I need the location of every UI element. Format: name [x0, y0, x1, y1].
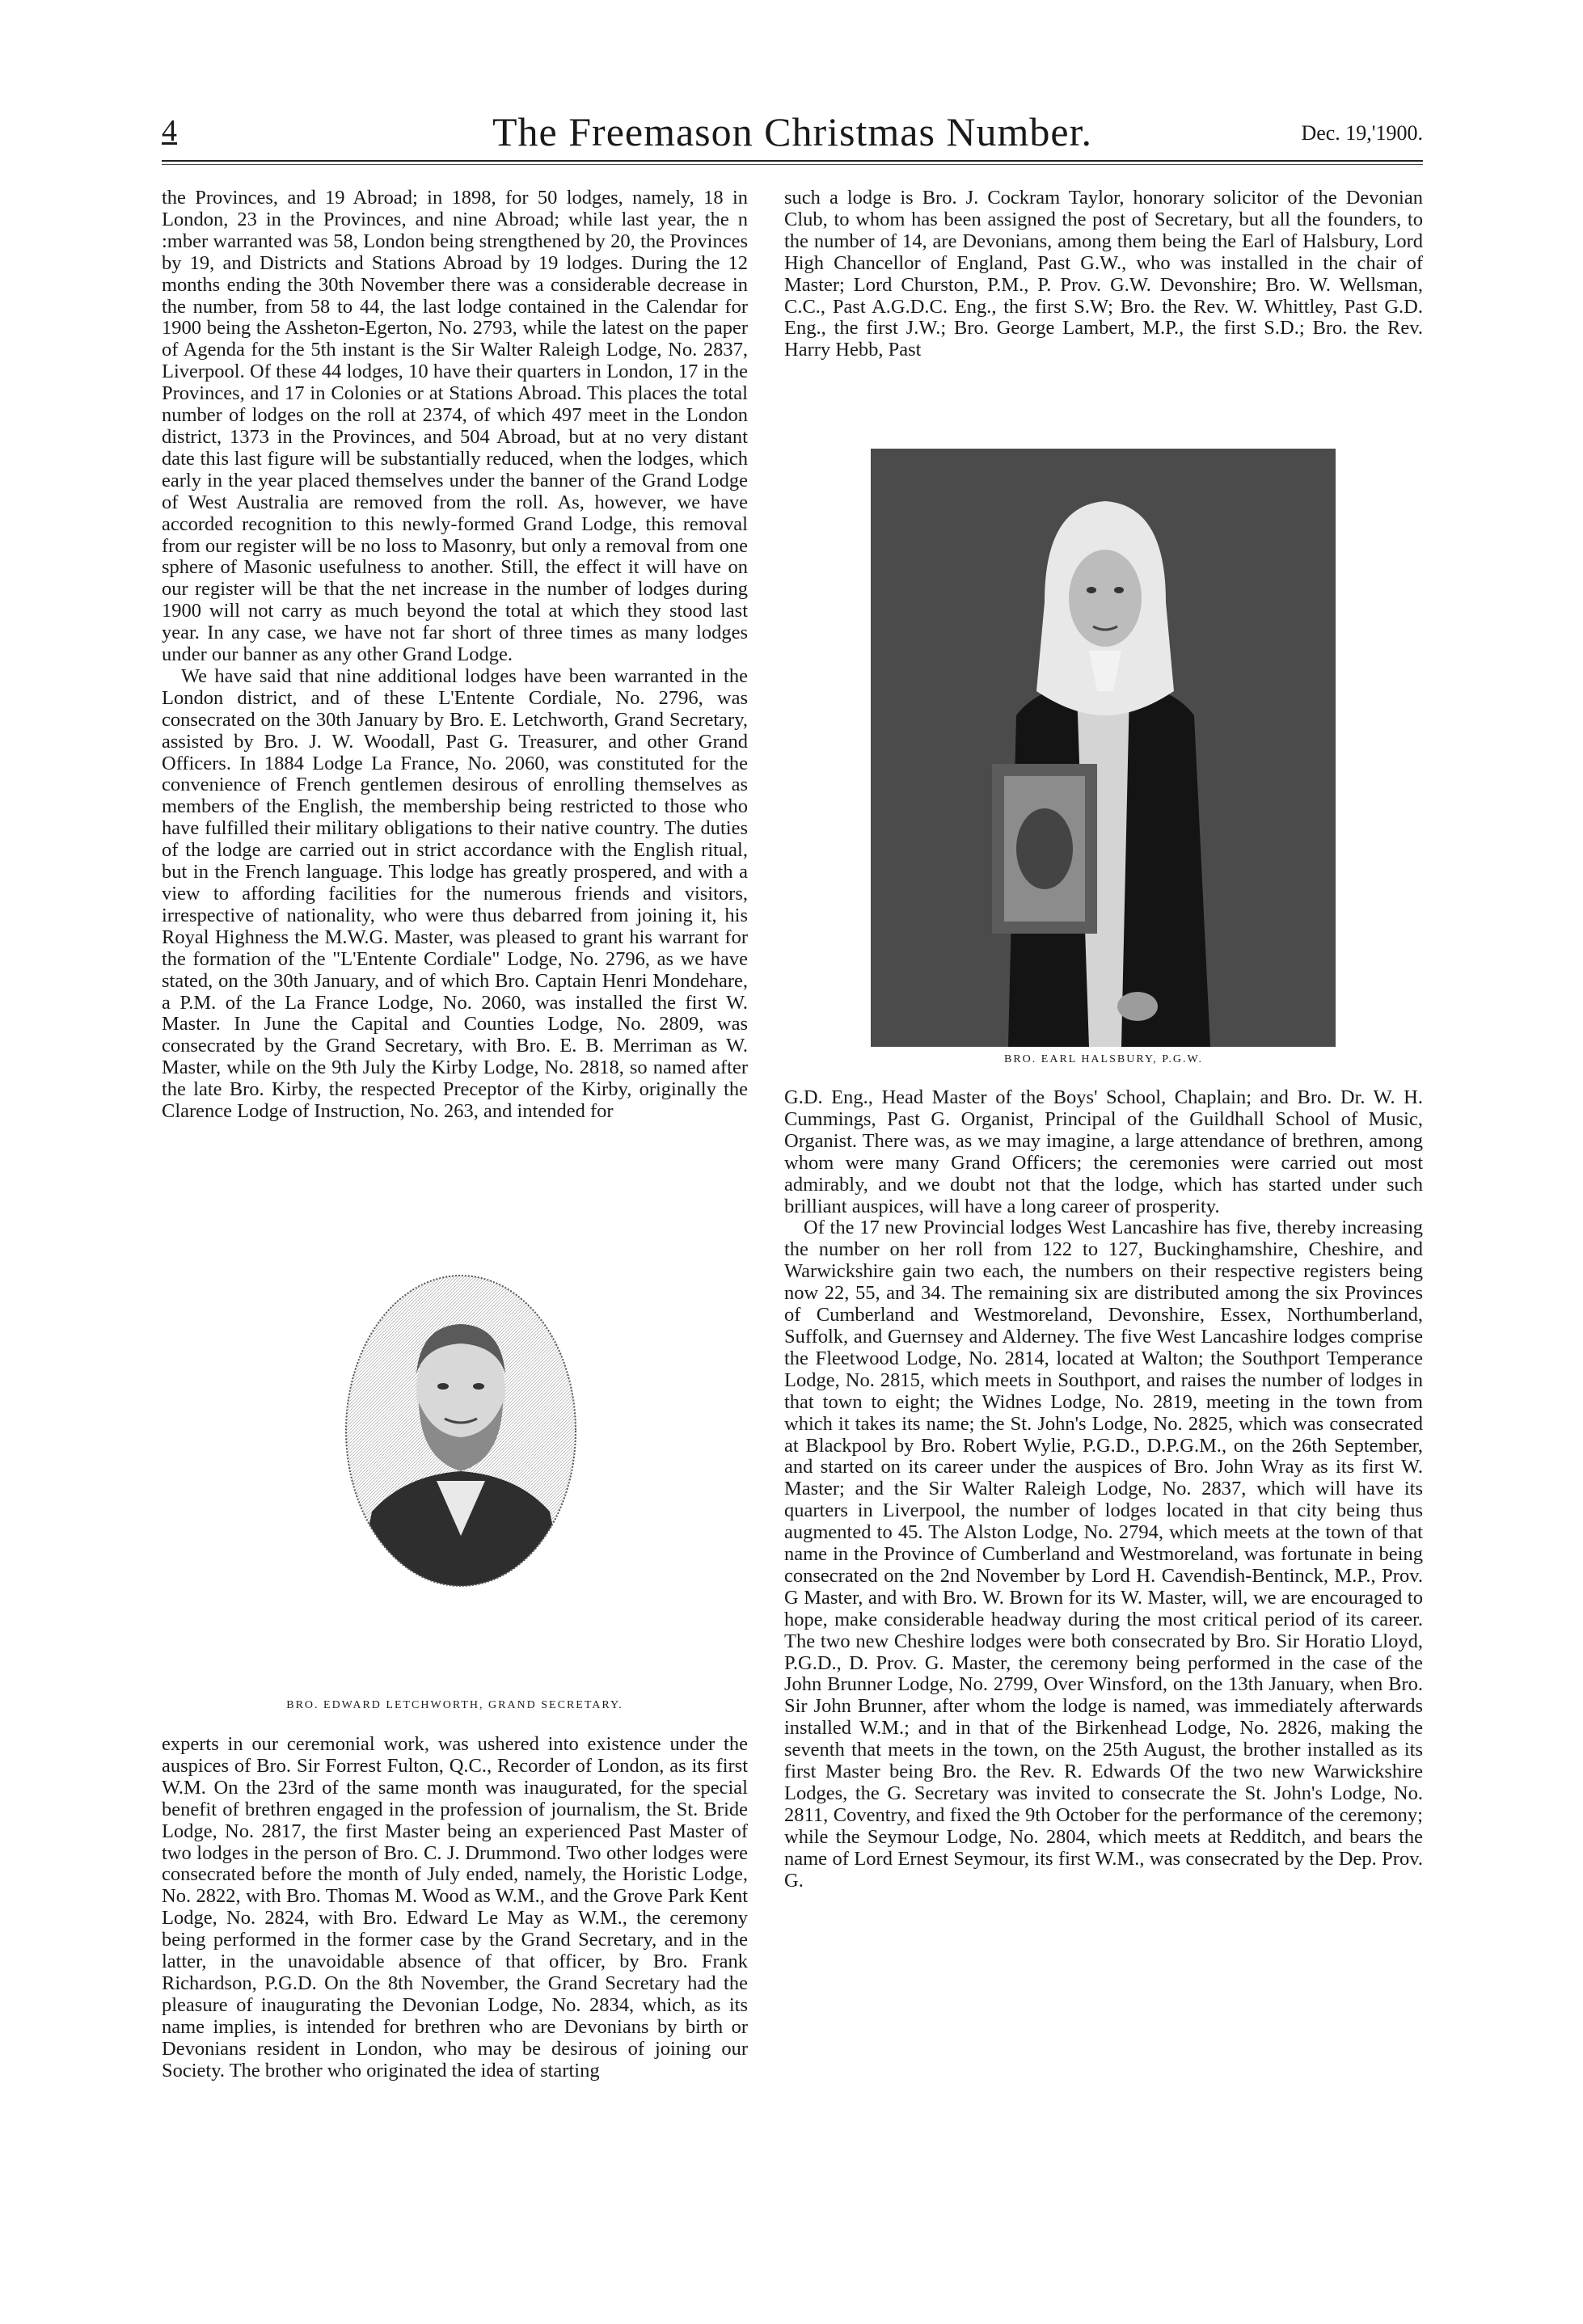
right-column-upper	[784, 188, 1423, 361]
judge-portrait-photo	[871, 449, 1336, 1047]
letchworth-portrait	[340, 1269, 582, 1592]
paragraph: experts in our ceremonial work, was ushered into existence under the auspices of Bro. Sir Forrest Fulton, Q.C., Recorder of London, as its first W.M. On the 23rd of the same month was inaugurated, for the special benefit of brethren engaged in the profession of journalism, the St. Bride Lodge, No. 2817, the first Master being an experienced Past Master of two lodges in the person of Bro. C. J. Drummond. Two other lodges were consecrated before the month of July ended, namely, the Horistic Lodge, No. 2822, with Bro. Thomas M. Wood as W.M., and the Grove Park Kent Lodge, No. 2824, with Bro. Edward Le May as W.M., the ceremony being performed in the former case by the Grand Secretary, and in the latter, in the unavoidable absence of that officer, by Bro. Frank Richardson, P.G.D. On the 8th November, the Grand Secretary had the pleasure of inaugurating the Devonian Lodge, No. 2834, which, as its name implies, is intended for brethren who are Devonians by birth or Devonians resident in London, who may be desirous of joining our Society. The brother who originated the idea of starting	[162, 1733, 748, 2081]
page-header	[162, 109, 1423, 162]
issue-date: Dec. 19,'1900.	[1301, 121, 1423, 145]
header-rule-thin	[162, 164, 1423, 165]
left-column-upper	[162, 188, 748, 1123]
paragraph: the Provinces, and 19 Abroad; in 1898, for 50 lodges, namely, 18 in London, 23 in the Provinces, and nine Abroad; while last year, the n :mber warranted was 58, London being strengthened by 20, the Provinces by 19, and Districts and Stations Abroad by 19 lodges. During the 12 months ending the 30th November there was a considerable decrease in the number, from 58 to 44, the last lodge contained in the Calendar for 1900 being the Assheton-Egerton, No. 2793, while the latest on the paper of Agenda for the 5th instant is the Sir Walter Raleigh Lodge, No. 2837, Liverpool. Of these 44 lodges, 10 have their quarters in London, 17 in the Provinces, and 17 in Colonies or at Stations Abroad. This places the total number of lodges on the roll at 2374, of which 497 meet in the London district, 1373 in the Provinces, and 504 Abroad, but at no very distant date this last figure will be substantially reduced, when the lodges, which early in the year placed themselves under the banner of the Grand Lodge of West Australia are removed from the roll. As, however, we have accorded recognition to this newly-formed Grand Lodge, this removal from our register will be no loss to Masonry, but only a removal from one sphere of Masonic usefulness to another. Still, the effect it will have on our register will be that the net increase in the number of lodges during 1900 will not carry as much beyond the total at which they stood last year. In any case, we have not far short of three times as many lodges under our banner as any other Grand Lodge.	[162, 187, 748, 666]
paragraph: We have said that nine additional lodges have been warranted in the London district, and of these L'Entente Cordiale, No. 2796, was consecrated on the 30th January by Bro. E. Letchworth, Grand Secretary, assisted by Bro. J. W. Woodall, Past G. Treasurer, and other Grand Officers. In 1884 Lodge La France, No. 2060, was constituted for the convenience of French gentlemen desirous of enrolling themselves as members of the English, the membership being restricted to those who have fulfilled their military obligations to their native country. The duties of the lodge are carried out in strict accordance with the English ritual, but in the French language. This lodge has greatly prospered, and with a view to affording facilities for the numerous friends and visitors, irrespective of nationality, who were thus debarred from joining it, his Royal Highness the M.W.G. Master, was pleased to grant his warrant for the formation of the "L'Entente Cordiale" Lodge, No. 2796, as we have stated, on the 30th January, and of which Bro. Captain Henri Mondehare, a P.M. of the La France Lodge, No. 2060, was installed the first W. Master. In June the Capital and Counties Lodge, No. 2809, was consecrated by the Grand Secretary, with Bro. E. B. Merriman as W. Master, while on the 9th July the Kirby Lodge, No. 2818, so named after the late Bro. Kirby, the respected Preceptor of the Kirby, originally the Clarence Lodge of Instruction, No. 263, and intended for	[162, 664, 748, 1123]
header-rule	[162, 160, 1423, 162]
letchworth-caption: BRO. EDWARD LETCHWORTH, GRAND SECRETARY.	[286, 1699, 623, 1711]
left-column-lower	[162, 1734, 748, 2082]
oval-portrait-engraving	[340, 1269, 582, 1592]
right-column-lower	[784, 1087, 1423, 1892]
halsbury-photograph	[871, 449, 1336, 1047]
paragraph: such a lodge is Bro. J. Cockram Taylor, honorary solicitor of the Devonian Club, to whom has been assigned the post of Secretary, but all the founders, to the number of 14, are Devonians, among them being the Earl of Halsbury, Lord High Chancellor of England, Past G.W., who was installed in the chair of Master; Lord Churston, P.M., P. Prov. G.W. Devonshire; Bro. W. Wellsman, C.C., Past A.G.D.C. Eng., the first S.W; Bro. the Rev. W. Whittley, Past G.D. Eng., the first J.W.; Bro. George Lambert, M.P., the first S.D.; Bro. the Rev. Harry Hebb, Past	[784, 187, 1423, 361]
publication-title: The Freemason Christmas Number.	[492, 109, 1092, 154]
page-number: 4	[162, 114, 177, 148]
paragraph: G.D. Eng., Head Master of the Boys' School, Chaplain; and Bro. Dr. W. H. Cummings, Past G. Organist, Principal of the Guildhall School of Music, Organist. There was, as we may imagine, a large attendance of brethren, among whom were many Grand Officers; the ceremonies were carried out most admirably, and we doubt not that the lodge, which has started under such brilliant auspices, will have a long career of prosperity.	[784, 1086, 1423, 1217]
halsbury-caption: BRO. EARL HALSBURY, P.G.W.	[1004, 1053, 1203, 1065]
paragraph: Of the 17 new Provincial lodges West Lancashire has five, thereby increasing the number on her roll from 122 to 127, Buckinghamshire, Cheshire, and Warwickshire gain two each, the numbers on their respective registers being now 22, 55, and 34. The remaining six are distributed among the six Provinces of Cumberland and Westmoreland, Devonshire, Essex, Northumberland, Suffolk, and Guernsey and Alderney. The five West Lancashire lodges comprise the Fleetwood Lodge, No. 2814, located at Walton; the Southport Temperance Lodge, No. 2815, which meets in Southport, and raises the number of lodges in that town to eight; the Widnes Lodge, No. 2819, meeting in the town from which it takes its name; the St. John's Lodge, No. 2825, which was consecrated at Blackpool by Bro. Robert Wylie, P.G.D., D.P.G.M., on the 26th September, and started on its career under the auspices of Bro. John Wray as its first W. Master; and the Sir Walter Raleigh Lodge, No. 2837, which will have its quarters in Liverpool, the number of lodges located in that city being thus augmented to 45. The Alston Lodge, No. 2794, which meets at the town of that name in the Province of Cumberland and Westmoreland, was fortunate in being consecrated on the 2nd November by Lord H. Cavendish-Bentinck, M.P., Prov. G Master, and with Bro. W. Brown for its W. Master, will, we are encouraged to hope, make considerable headway during the most critical period of its career. The two new Cheshire lodges were both consecrated by Bro. Sir Horatio Lloyd, P.G.D., D. Prov. G. Master, the ceremony being performed in the case of the John Brunner Lodge, No. 2799, Over Winsford, on the 13th January, when Bro. Sir John Brunner, after whom the lodge is named, was immediately afterwards installed W.M.; and in that of the Birkenhead Lodge, No. 2826, making the seventh that meets in the town, on the 25th August, the brother installed as its first Master being Bro. the Rev. R. Edwards Of the two new Warwickshire Lodges, the G. Secretary was invited to consecrate the St. John's Lodge, No. 2811, Coventry, and fixed the 9th October for the performance of the ceremony; while the Seymour Lodge, No. 2804, which meets at Redditch, and bears the name of Lord Ernest Seymour, its first W.M., was consecrated by the Dep. Prov. G.	[784, 1217, 1423, 1892]
